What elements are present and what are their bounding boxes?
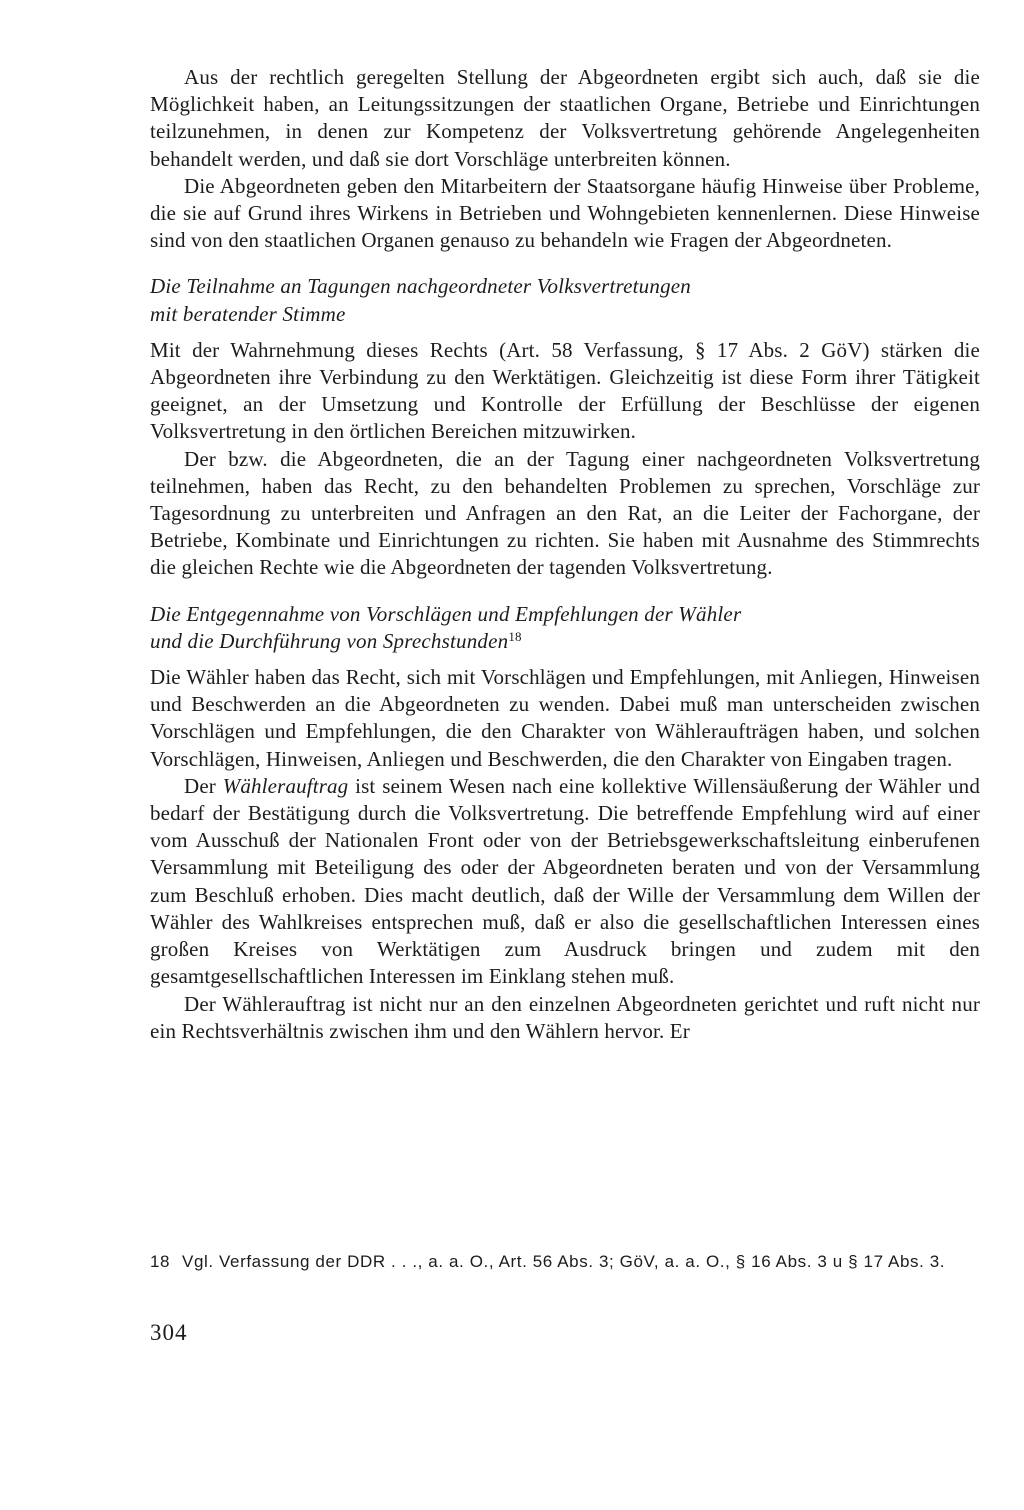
- footnote-number: 18: [150, 1252, 171, 1271]
- section-heading-line: Die Teilnahme an Tagungen nachgeordneter Volksvertretungen: [150, 274, 691, 299]
- paragraph-entgegennahme-2: [150, 773, 980, 991]
- paragraph-intro-2: Die Abgeordneten geben den Mitarbeitern der Staatsorgane häufig Hinweise über Probleme, die sie auf Grund ihres Wirkens in Betrieben und Wohngebieten kennenlernen. Diese Hinweise sind von den staatlichen Organen genauso zu behandeln wie Fragen der Abgeordneten.: [150, 173, 980, 253]
- paragraph-rest: ist seinem Wesen nach eine kollektive Willensäußerung der Wähler und bedarf der Bestätigung durch die Volksvertretung. Die betreffende Empfehlung wird auf einer vom Ausschuß der Nationalen Front oder von der Betriebsgewerkschaftsleitung einberufenen Versammlung mit Beteiligung des oder der Abgeordneten beraten und von der Versammlung zum Beschluß erhoben. Dies macht deutlich, daß der Wille der Versammlung dem Willen der Wähler des Wahlkreises entsprechen muß, daß er also die gesellschaftlichen Interessen eines großen Kreises von Werktätigen zum Ausdruck bringen und zudem mit den gesamtgesellschaftlichen Interessen im Einklang stehen muß.: [150, 773, 980, 989]
- section-heading-line: Die Entgegennahme von Vorschlägen und Empfehlungen der Wähler: [150, 601, 742, 626]
- paragraph-entgegennahme-1: Die Wähler haben das Recht, sich mit Vorschlägen und Empfehlungen, mit Anliegen, Hinweisen und Beschwerden an die Abgeordneten zu wenden. Dabei muß man unterscheiden zwischen Vorschlägen und Empfehlungen, die den Charakter von Wähleraufträgen haben, und solchen Vorschlägen, Hinweisen, Anliegen und Beschwerden, die den Charakter von Eingaben tragen.: [150, 665, 980, 771]
- paragraph-intro-1: Aus der rechtlich geregelten Stellung der Abgeordneten ergibt sich auch, daß sie die Möglichkeit haben, an Leitungssitzungen der staatlichen Organe, Betriebe und Einrichtungen teilzunehmen, in denen zur Kompetenz der Volksvertretung gehörende Angelegenheiten behandelt werden, und daß sie dort Vorschläge unterbreiten können.: [150, 65, 980, 171]
- paragraph-entgegennahme-3: Der Wählerauftrag ist nicht nur an den einzelnen Abgeordneten gerichtet und ruft nicht nur ein Rechtsverhältnis zwischen ihm und den Wählern hervor. Er: [150, 991, 980, 1043]
- paragraph-teilnahme-1: Mit der Wahrnehmung dieses Rechts (Art. 58 Verfassung, § 17 Abs. 2 GöV) stärken die Abgeordneten ihre Verbindung zu den Werktätigen. Gleichzeitig ist diese Form ihrer Tätigkeit geeignet, an der Umsetzung und Kontrolle der Erfüllung der Beschlüsse der eigenen Volksvertretung in den örtlichen Bereichen mitzuwirken.: [150, 337, 980, 444]
- term-waehlerauftrag: Wählerauftrag: [222, 773, 349, 798]
- paragraph-lead: Der: [184, 773, 223, 798]
- section-heading-line: [150, 628, 980, 655]
- page-body: [150, 64, 980, 1045]
- section-heading-text: und die Durchführung von Sprechstunden: [150, 628, 509, 653]
- section-heading-line: mit beratender Stimme: [150, 301, 346, 326]
- footnote-text: Vgl. Verfassung der DDR . . ., a. a. O., Art. 56 Abs. 3; GöV, a. a. O., § 16 Abs. 3 u § 17 Abs. 3.: [182, 1252, 946, 1271]
- footnote: [150, 1250, 980, 1274]
- footnote-reference[interactable]: 18: [508, 628, 522, 644]
- page-number: 304: [150, 1320, 188, 1345]
- section-heading-teilnahme: [150, 273, 980, 327]
- paragraph-teilnahme-2: Der bzw. die Abgeordneten, die an der Tagung einer nachgeordneten Volksvertretung teilnehmen, haben das Recht, zu den behandelten Problemen zu sprechen, Vorschläge zur Tagesordnung zu unterbreiten und Anfragen an den Rat, an die Leiter der Fachorgane, der Betriebe, Kombinate und Einrichtungen zu richten. Sie haben mit Ausnahme des Stimmrechts die gleichen Rechte wie die Abgeordneten der tagenden Volksvertretung.: [150, 446, 980, 580]
- section-heading-entgegennahme: [150, 601, 980, 655]
